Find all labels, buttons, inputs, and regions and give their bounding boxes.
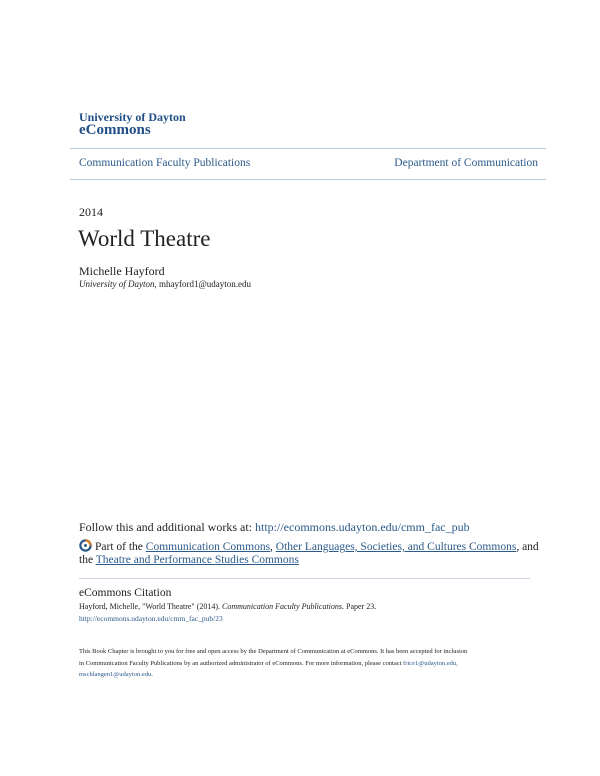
citation-text-after: . Paper 23. [342, 602, 377, 611]
follow-url-link[interactable]: http://ecommons.udayton.edu/cmm_fac_pub [255, 520, 470, 534]
part-of-label: Part of the [95, 541, 143, 553]
part-of-comma: , [270, 541, 273, 553]
affiliation-separator: , [154, 279, 159, 289]
access-notice-line-2 [79, 660, 458, 667]
follow-line [79, 520, 470, 535]
notice-period: . [151, 671, 153, 678]
part-of-line [79, 539, 539, 553]
notice-text: in Communication Faculty Publications by an authorized administrator of eCommons. For more information, please contact [79, 660, 402, 667]
affiliation-name: University of Dayton [79, 279, 155, 289]
publication-year: 2014 [79, 205, 103, 219]
contact-email-2-link[interactable]: mschlangen1@udayton.edu [79, 671, 152, 678]
collection-link[interactable]: Communication Faculty Publications [79, 157, 251, 169]
citation-text [79, 602, 376, 611]
citation-rule [79, 578, 530, 579]
communication-commons-link[interactable]: Communication Commons [145, 541, 271, 553]
citation-heading: eCommons Citation [79, 587, 172, 599]
document-title: World Theatre [78, 226, 211, 251]
follow-label: Follow this and additional works at: [79, 520, 252, 534]
part-of-the: the [79, 554, 94, 566]
theatre-commons-link[interactable]: Theatre and Performance Studies Commons [95, 554, 299, 566]
access-notice-line-1: This Book Chapter is brought to you for free and open access by the Department of Communication at eCommons. It has been accepted for inclusion [79, 648, 468, 655]
part-of-and: , and [516, 541, 539, 553]
university-name[interactable]: University of Dayton [79, 110, 186, 124]
commons-logo-icon [79, 539, 92, 552]
citation-text-before: Hayford, Michelle, "World Theatre" (2014). [79, 602, 221, 611]
citation-url-link[interactable]: http://ecommons.udayton.edu/cmm_fac_pub/23 [79, 614, 223, 623]
author-affiliation [79, 279, 251, 289]
header-top-rule [70, 148, 546, 149]
author-name: Michelle Hayford [79, 264, 165, 278]
languages-commons-link[interactable]: Other Languages, Societies, and Cultures Commons [275, 541, 517, 553]
part-of-line-2 [79, 554, 299, 566]
citation-journal: Communication Faculty Publications [222, 602, 343, 611]
department-link[interactable]: Department of Communication [394, 157, 538, 169]
author-email: mhayford1@udayton.edu [159, 279, 252, 289]
repository-name[interactable]: eCommons [79, 122, 151, 138]
contact-email-1-link[interactable]: frice1@udayton.edu, [403, 660, 458, 667]
access-notice-line-3 [79, 671, 153, 678]
header-bottom-rule [70, 179, 546, 180]
